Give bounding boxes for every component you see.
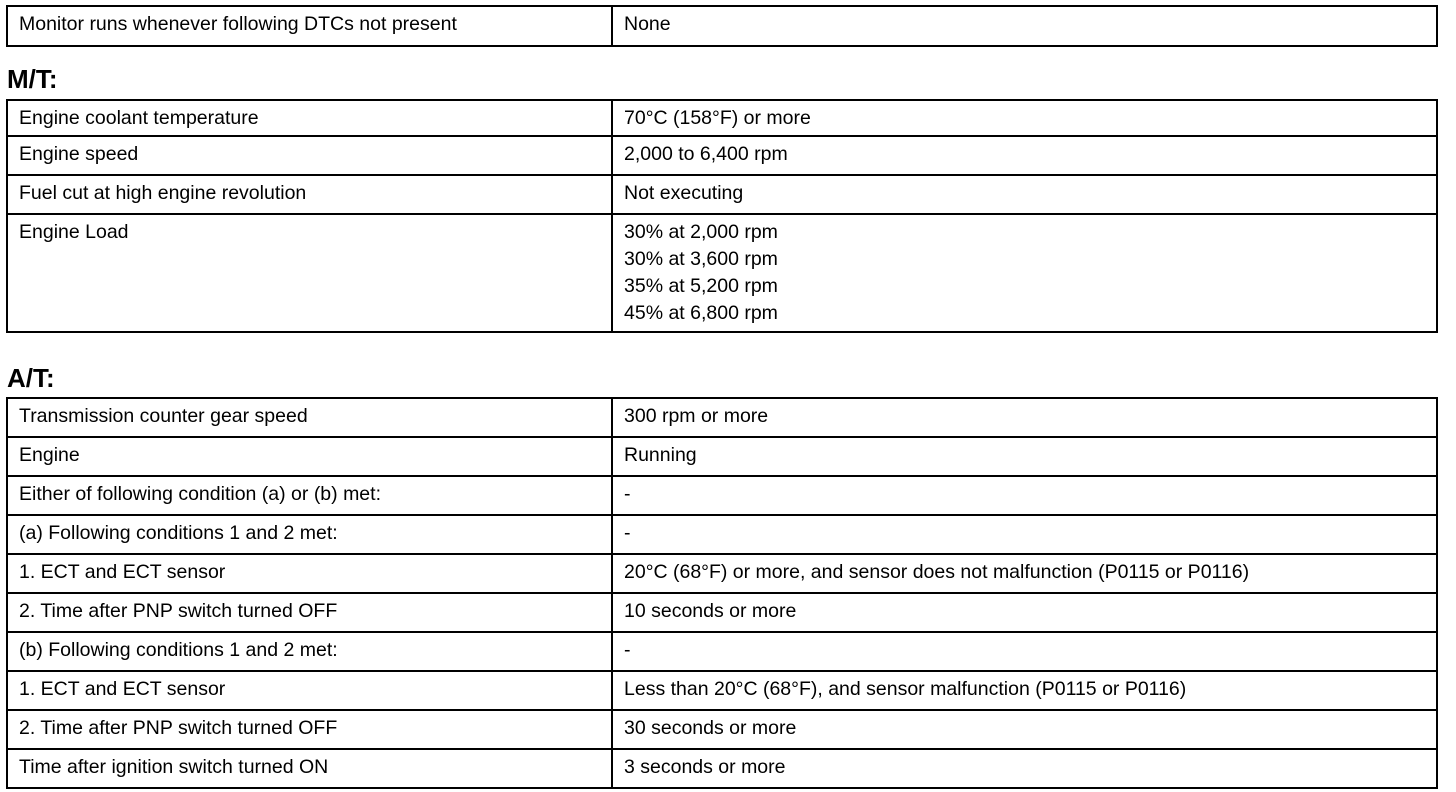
condition-cell: (b) Following conditions 1 and 2 met:: [7, 632, 612, 671]
engine-load-line: 30% at 2,000 rpm: [624, 221, 778, 243]
table-row: [7, 175, 1437, 214]
at-heading: A/T:: [7, 363, 55, 393]
table-row: [7, 437, 1437, 476]
condition-cell: 1. ECT and ECT sensor: [7, 554, 612, 593]
mt-heading: M/T:: [7, 64, 58, 94]
at-condition-table: [6, 397, 1438, 789]
value-cell: -: [612, 476, 1437, 515]
value-cell: Less than 20°C (68°F), and sensor malfunction (P0115 or P0116): [612, 671, 1437, 710]
engine-load-line: 30% at 3,600 rpm: [624, 248, 778, 270]
table-row: [7, 6, 1437, 46]
value-cell: 70°C (158°F) or more: [612, 100, 1437, 136]
condition-cell: Either of following condition (a) or (b) met:: [7, 476, 612, 515]
table-row: [7, 749, 1437, 788]
engine-load-line: 35% at 5,200 rpm: [624, 275, 778, 297]
table-row: [7, 476, 1437, 515]
value-cell: 2,000 to 6,400 rpm: [612, 136, 1437, 175]
value-cell: Not executing: [612, 175, 1437, 214]
condition-cell: 2. Time after PNP switch turned OFF: [7, 710, 612, 749]
table-row: [7, 632, 1437, 671]
table-row: [7, 554, 1437, 593]
condition-cell: Engine: [7, 437, 612, 476]
condition-cell: Engine Load: [7, 214, 612, 332]
value-cell: 10 seconds or more: [612, 593, 1437, 632]
value-cell: [612, 214, 1437, 332]
condition-cell: Time after ignition switch turned ON: [7, 749, 612, 788]
condition-cell: (a) Following conditions 1 and 2 met:: [7, 515, 612, 554]
condition-cell: Fuel cut at high engine revolution: [7, 175, 612, 214]
value-cell: -: [612, 515, 1437, 554]
table-row: [7, 214, 1437, 332]
mt-condition-table: [6, 99, 1438, 333]
table-row: [7, 398, 1437, 437]
table-row: [7, 671, 1437, 710]
value-cell: 30 seconds or more: [612, 710, 1437, 749]
table-row: [7, 515, 1437, 554]
table-row: [7, 710, 1437, 749]
table-row: [7, 136, 1437, 175]
condition-cell: Engine speed: [7, 136, 612, 175]
value-cell: Running: [612, 437, 1437, 476]
value-cell: 3 seconds or more: [612, 749, 1437, 788]
engine-load-line: 45% at 6,800 rpm: [624, 302, 778, 324]
condition-cell: 1. ECT and ECT sensor: [7, 671, 612, 710]
condition-cell: Monitor runs whenever following DTCs not present: [7, 6, 612, 46]
value-cell: 20°C (68°F) or more, and sensor does not malfunction (P0115 or P0116): [612, 554, 1437, 593]
condition-cell: Transmission counter gear speed: [7, 398, 612, 437]
table-row: [7, 100, 1437, 136]
value-cell: 300 rpm or more: [612, 398, 1437, 437]
condition-cell: Engine coolant temperature: [7, 100, 612, 136]
condition-cell: 2. Time after PNP switch turned OFF: [7, 593, 612, 632]
dtc-condition-table: [6, 5, 1438, 47]
value-cell: -: [612, 632, 1437, 671]
value-cell: None: [612, 6, 1437, 46]
table-row: [7, 593, 1437, 632]
